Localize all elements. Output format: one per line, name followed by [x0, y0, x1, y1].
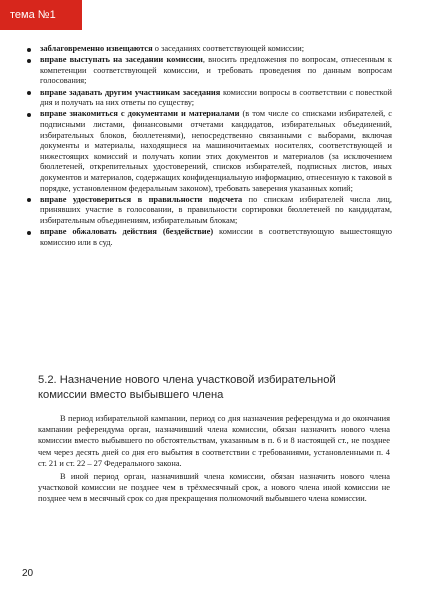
section-heading: 5.2. Назначение нового члена участковой избирательной комиссии вместо выбывшего члена [38, 374, 336, 401]
list-item-bold: вправе обжаловать действия (бездействие) [40, 227, 214, 237]
bullet-icon [27, 59, 31, 63]
list-item [22, 227, 392, 248]
list-item-text: по спискам избирателей числа лиц, принявших участие в голосовании, в правильности сортировки бюллетеней по кандидатам, избирательным объединениям, избирательным блокам; [40, 194, 392, 225]
bullet-icon [27, 231, 31, 235]
list-item [22, 55, 392, 87]
list-item-bold: вправе удостовериться в правильности подсчета [40, 194, 243, 204]
list-item-bold: заблаговременно извещаются [40, 44, 153, 53]
bullet-icon [27, 48, 31, 52]
list-item-text: комиссии в соответствующую вышестоящую комиссию или в суд. [40, 227, 392, 247]
chapter-tab-label: тема №1 [10, 9, 56, 21]
chapter-tab [0, 0, 82, 30]
list-item-text: , вносить предложения по вопросам, отнесенным к компетенции соответствующей комиссии, и требовать проведения по данным вопросам голосования; [40, 55, 393, 86]
paragraph: В иной период орган, назначивший члена комиссии, обязан назначить нового члена участковой комиссии не позднее чем в трёхмесячный срок, а нового члена иной комиссии не позднее чем в месячный срок со дня прекращения полномочий выбывшего члена комиссии. [38, 472, 390, 504]
list-item [22, 88, 392, 109]
bullet-icon [27, 91, 31, 95]
bullet-icon [27, 113, 31, 117]
list-item-text: комиссии вопросы в соответствии с повесткой дня и получать на них ответы по существу; [40, 87, 392, 108]
list-item-bold: вправе выступать на заседании комиссии [40, 55, 203, 65]
list-item-text: о заседаниях соответствующей комиссии; [152, 44, 305, 53]
list-item-bold: вправе знакомиться с документами и материалами [40, 109, 240, 119]
list-item [22, 195, 392, 227]
page-number: 20 [22, 568, 34, 579]
paragraph: В период избирательной кампании, период со дня назначения референдума и до окончания кампании референдума орган, назначивший члена комиссии, обязан назначить нового члена комиссии вместо выбывшего по обстоятельствам, указанным в п. 6 и 8 настоящей ст., не позднее чем через десять дней со дня его выбытия в соответствии с требованиями, установленными п. 4 ст. 21 и ст. 22 – 27 Федерального закона. [38, 414, 390, 468]
bullet-icon [27, 198, 31, 202]
list-item-text: (в том числе со списками избирателей, с подписными листами, финансовыми отчетами кандидатов, избирательных объединений, избирательных блоков, бюллетенями), непосредственно связанными с выборами, включая документы и материалы, находящиеся на машиночитаемых носителях, соответствующей и нижестоящих комиссий и получать копии этих документов и материалов (за исключением бюллетеней, открепительных удостоверений, списков избирателей, подписных листов, иных документов и материалов, содержащих конфиденциальную информацию, отнесенную к таковой в порядке, установленном федеральным законом), требовать заверения указанных копий; [40, 109, 392, 193]
rights-list [22, 44, 392, 249]
list-item [22, 109, 392, 194]
section-body [38, 413, 390, 507]
list-item-bold: вправе задавать другим участникам заседания [40, 87, 221, 97]
list-item [22, 44, 392, 55]
